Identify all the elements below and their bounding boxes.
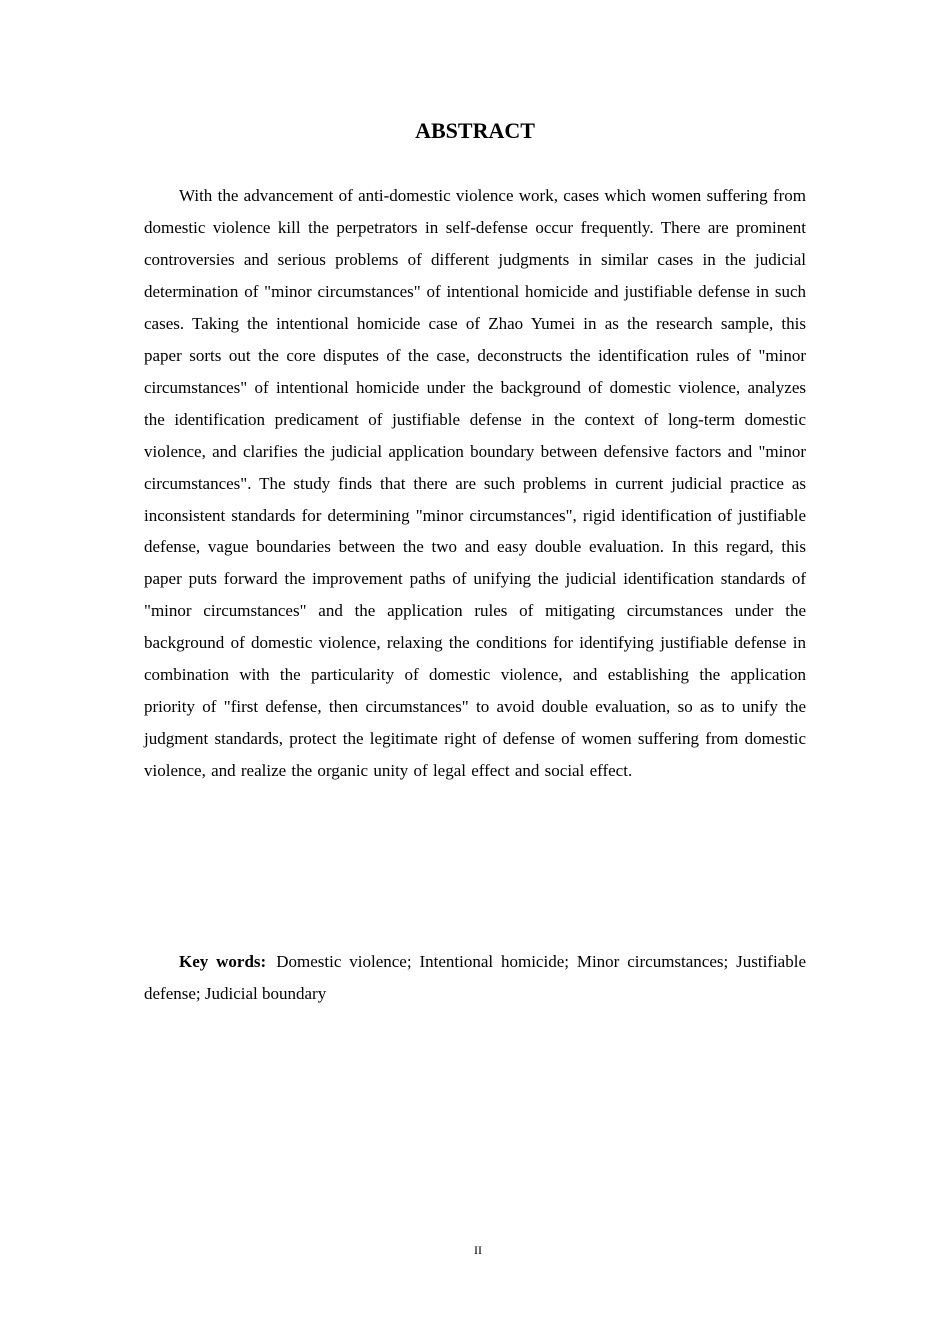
abstract-title: ABSTRACT: [415, 118, 535, 143]
keywords-list: Domestic violence; Intentional homicide; Minor circumstances; Justifiable defense; Judicial boundary: [144, 952, 806, 1003]
abstract-paragraph: With the advancement of anti-domestic violence work, cases which women suffering from domestic violence kill the perpetrators in self-defense occur frequently. There are prominent controversies and serious problems of different judgments in similar cases in the judicial determination of "minor circumstances" of intentional homicide and justifiable defense in such cases. Taking the intentional homicide case of Zhao Yumei in as the research sample, this paper sorts out the core disputes of the case, deconstructs the identification rules of "minor circumstances" of intentional homicide under the background of domestic violence, analyzes the identification predicament of justifiable defense in the context of long-term domestic violence, and clarifies the judicial application boundary between defensive factors and "minor circumstances". The study finds that there are such problems in current judicial practice as inconsistent standards for determining "minor circumstances", rigid identification of justifiable defense, vague boundaries between the two and easy double evaluation. In this regard, this paper puts forward the improvement paths of unifying the judicial identification standards of "minor circumstances" and the application rules of mitigating circumstances under the background of domestic violence, relaxing the conditions for identifying justifiable defense in combination with the particularity of domestic violence, and establishing the application priority of "first defense, then circumstances" to avoid double evaluation, so as to unify the judgment standards, protect the legitimate right of defense of women suffering from domestic violence, and realize the organic unity of legal effect and social effect.: [144, 186, 806, 781]
keywords-paragraph: [144, 946, 806, 1009]
page-number: II: [474, 1243, 482, 1257]
keywords-label: Key words:: [179, 952, 267, 971]
